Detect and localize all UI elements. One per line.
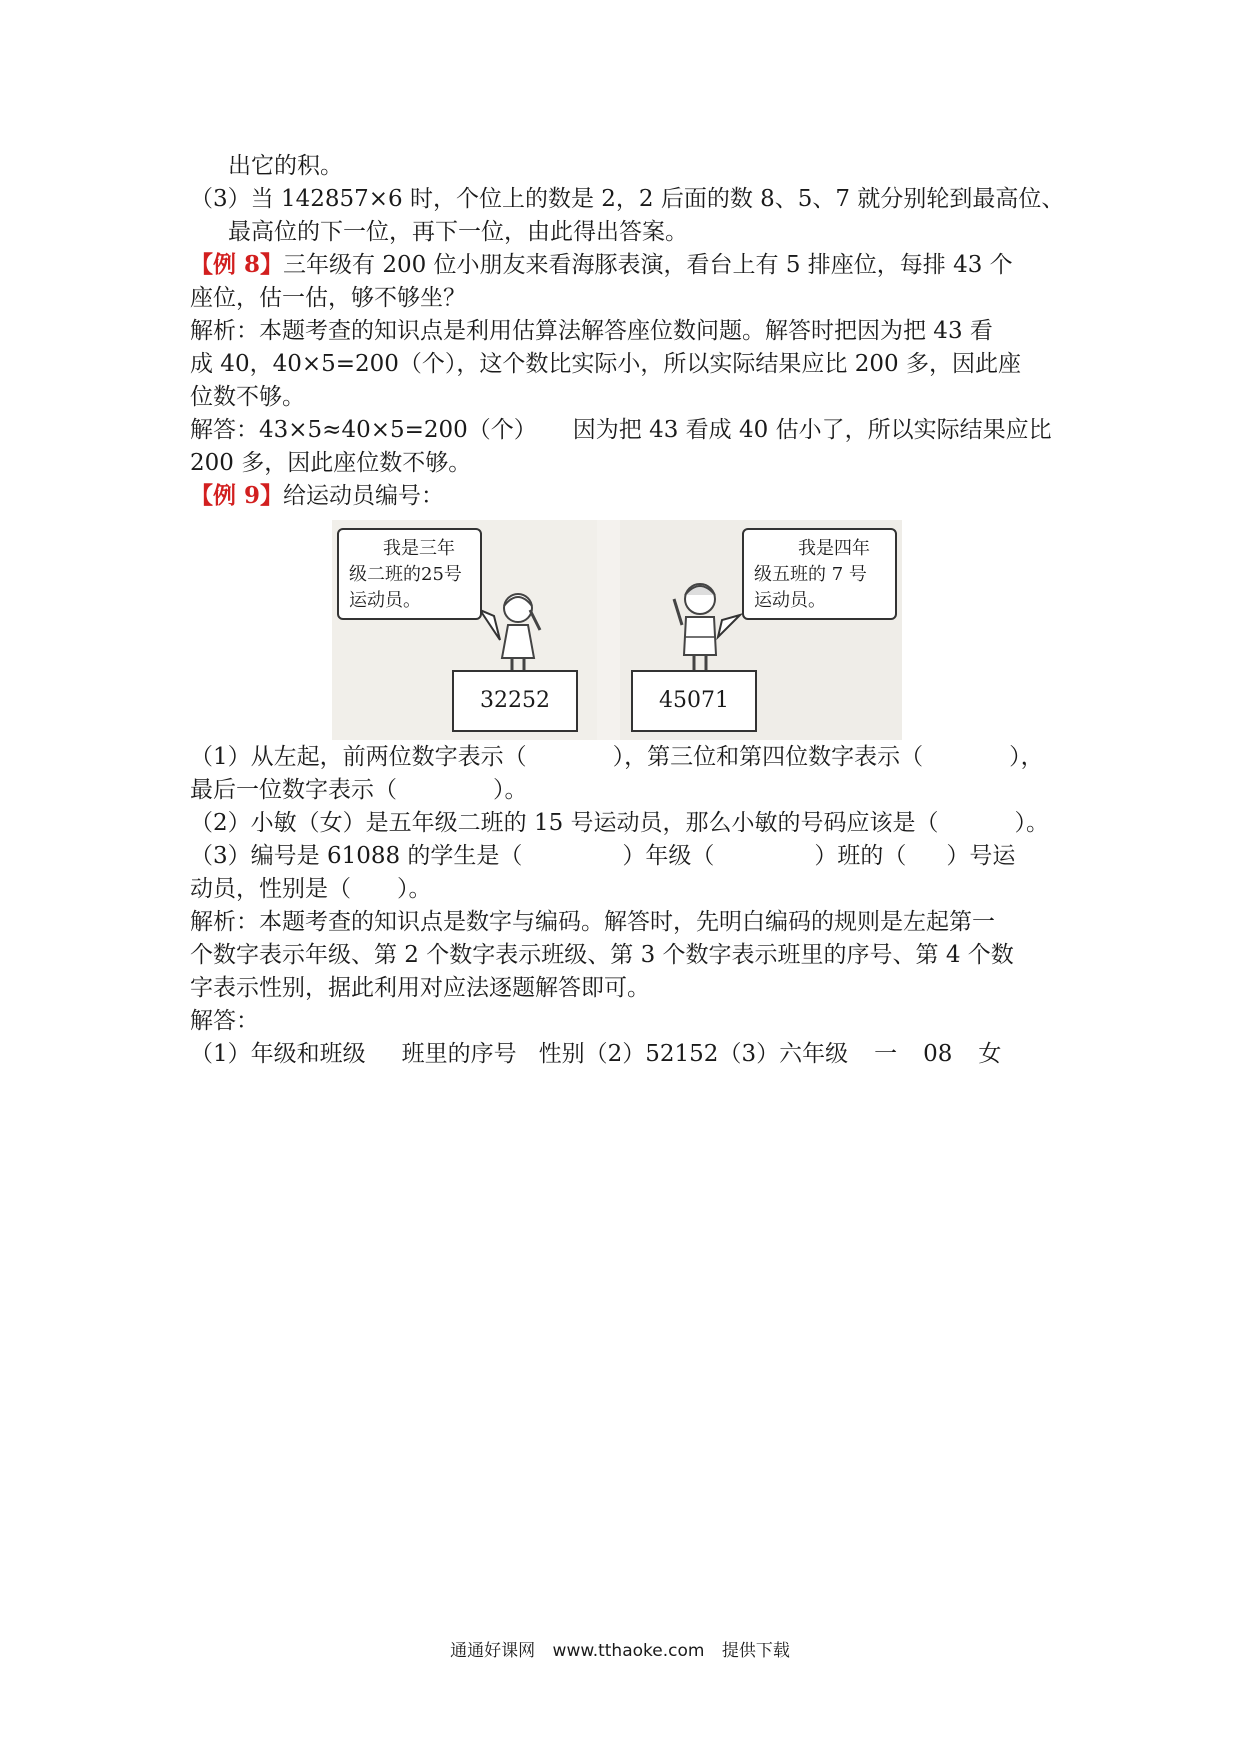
question-text: （1）从左起，前两位数字表示（ (190, 744, 527, 770)
answer-equation: 解答：43×5≈40×5=200（个） (190, 417, 537, 443)
question-text: （2）小敏（女）是五年级二班的 15 号运动员，那么小敏的号码应该是（ (190, 810, 939, 836)
answer-text: 08 (923, 1041, 953, 1067)
question-text: ）。 (1014, 810, 1050, 836)
bubble-text: 级五班的 7 号 (754, 564, 867, 585)
text-line: （3）当 142857×6 时，个位上的数是 2，2 后面的数 8、5、7 就分别轮到最高位、 (190, 186, 1065, 212)
bubble-text: 我是四年 (798, 538, 870, 559)
example-9-tag: 【例 9】 (190, 482, 284, 509)
analysis-line: 成 40，40×5=200（个），这个数比实际小，所以实际结果应比 200 多，因此座 (190, 351, 1021, 377)
answer-text: （1）年级和班级 (190, 1041, 366, 1067)
question-text: ）年级（ (622, 843, 715, 869)
bubble-text: 运动员。 (349, 590, 421, 611)
question-text: ）。 (397, 876, 432, 902)
question-text: ）号运 (946, 843, 1016, 869)
example-9-question: 给运动员编号： (283, 483, 445, 509)
example-8-line (190, 249, 1060, 281)
answer-line (190, 1038, 1060, 1070)
question-text: 动员，性别是（ (190, 876, 351, 902)
analysis-line: 解析：本题考查的知识点是数字与编码。解答时，先明白编码的规则是左起第一 (190, 909, 995, 935)
athlete-number-illustration (332, 520, 902, 740)
question-text: 最后一位数字表示（ (190, 777, 397, 803)
answer-text: 性别（2）52152（3）六年级 (538, 1041, 849, 1067)
answer-explanation: 因为把 43 看成 40 估小了，所以实际结果应比 (572, 417, 1052, 443)
text-line: 最高位的下一位，再下一位，由此得出答案。 (228, 219, 688, 245)
answer-line (190, 414, 1060, 446)
question-line (190, 807, 1060, 839)
question-text: ）班的（ (814, 843, 907, 869)
question-text: ），第三位和第四位数字表示（ (612, 744, 924, 770)
right-speech-bubble (742, 528, 897, 620)
text-line: 座位，估一估，够不够坐？ (190, 285, 466, 311)
analysis-line: 字表示性别，据此利用对应法逐题解答即可。 (190, 975, 650, 1001)
bubble-text: 级二班的25号 (349, 564, 462, 585)
answer-label: 解答： (190, 1008, 259, 1034)
text-line: 出它的积。 (228, 153, 343, 179)
answer-text: 女 (978, 1041, 1002, 1067)
question-line (190, 840, 1060, 872)
bubble-text: 运动员。 (754, 590, 826, 611)
analysis-line: 位数不够。 (190, 384, 305, 410)
footer-site-name: 通通好课网 (450, 1641, 536, 1661)
question-text: ）。 (493, 777, 528, 803)
page-footer (0, 1636, 1240, 1661)
analysis-line: 个数字表示年级、第 2 个数字表示班级、第 3 个数字表示班里的序号、第 4 个数 (190, 942, 1014, 968)
question-text: ）， (1009, 744, 1044, 770)
answer-text: 班里的序号 (401, 1041, 517, 1067)
question-line (190, 774, 1060, 806)
footer-url-link[interactable]: www.tthaoke.com (552, 1641, 705, 1661)
footer-note: 提供下载 (721, 1641, 790, 1661)
left-speech-bubble (337, 528, 482, 620)
left-number-box: 32252 (452, 670, 578, 732)
bubble-text: 我是三年 (383, 538, 455, 559)
right-number-box: 45071 (631, 670, 757, 732)
question-line (190, 873, 1060, 905)
analysis-line: 解析：本题考查的知识点是利用估算法解答座位数问题。解答时把因为把 43 看 (190, 318, 993, 344)
answer-text: 一 (874, 1041, 898, 1067)
answer-line: 200 多，因此座位数不够。 (190, 450, 472, 476)
example-9-line (190, 480, 1060, 512)
question-line (190, 741, 1060, 773)
example-8-tag: 【例 8】 (190, 251, 284, 278)
example-8-question: 三年级有 200 位小朋友来看海豚表演，看台上有 5 排座位，每排 43 个 (283, 252, 1013, 278)
question-text: （3）编号是 61088 的学生是（ (190, 843, 523, 869)
